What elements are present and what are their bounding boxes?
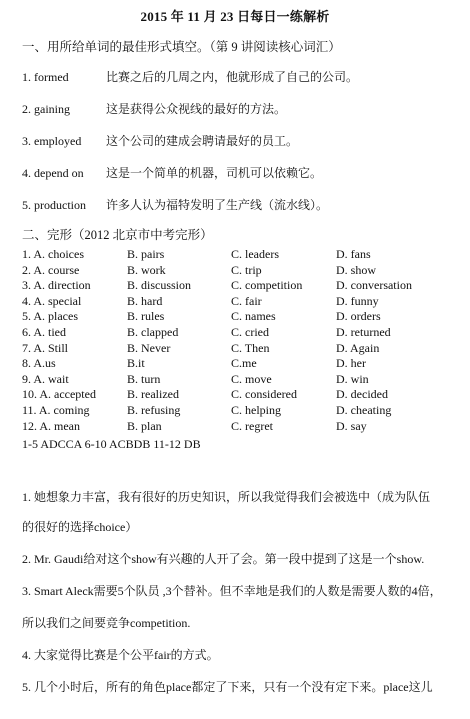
option-a: 12. A. mean [22, 418, 80, 433]
option-c: C. competition [231, 278, 303, 293]
cloze-options-table [22, 247, 462, 434]
answer-key: 1-5 ADCCA 6-10 ACBDB 11-12 DB [22, 437, 201, 451]
cloze-row [22, 263, 462, 279]
option-b: B. realized [127, 387, 179, 402]
vocab-sentence: 这是获得公众视线的最好的方法。 [106, 102, 287, 116]
vocab-item [22, 68, 358, 85]
vocab-item [22, 100, 286, 117]
option-c: C. helping [231, 402, 281, 417]
option-b: B. pairs [127, 247, 165, 261]
option-c: C. regret [231, 418, 273, 433]
cloze-row [22, 387, 462, 403]
option-b: B. plan [127, 418, 162, 433]
option-b: B.it [127, 356, 145, 371]
cloze-row [22, 294, 462, 310]
option-b: B. work [127, 262, 166, 277]
cloze-row [22, 403, 462, 419]
option-a: 1. A. choices [22, 247, 84, 261]
option-c: C. Then [231, 340, 270, 355]
vocab-word: 1. formed [22, 70, 69, 84]
option-c: C. leaders [231, 247, 279, 261]
vocab-word: 4. depend on [22, 166, 84, 180]
cloze-row [22, 278, 462, 294]
option-a: 8. A.us [22, 356, 56, 371]
option-b: B. Never [127, 340, 171, 355]
vocab-word: 2. gaining [22, 102, 70, 116]
option-b: B. rules [127, 309, 165, 324]
vocab-sentence: 这是一个简单的机器，司机可以依赖它。 [106, 166, 323, 180]
option-d: D. show [336, 262, 377, 277]
option-a: 3. A. direction [22, 278, 91, 293]
vocab-item [22, 132, 298, 149]
explanation-line: 所以我们之间要竞争competition. [22, 616, 191, 630]
option-d: D. her [336, 356, 366, 371]
cloze-row [22, 419, 462, 435]
vocab-word: 3. employed [22, 134, 82, 148]
option-d: D. conversation [336, 278, 412, 293]
option-a: 11. A. coming [22, 402, 90, 417]
option-c: C. fair [231, 293, 262, 308]
option-d: D. returned [336, 324, 391, 339]
option-a: 10. A. accepted [22, 387, 96, 402]
section1-heading: 一、用所给单词的最佳形式填空。（第 9 讲阅读核心词汇） [22, 40, 341, 54]
vocab-sentence: 许多人认为福特发明了生产线（流水线）。 [106, 198, 329, 212]
vocab-item [22, 164, 322, 181]
option-b: B. discussion [127, 278, 192, 293]
option-d: D. win [336, 371, 369, 386]
option-c: C. names [231, 309, 276, 324]
page-title: 2015 年 11 月 23 日每日一练解析 [140, 9, 330, 24]
option-c: C. cried [231, 324, 269, 339]
option-c: C. move [231, 371, 272, 386]
explanation-line: 3. Smart Aleck需要5个队员 ,3个替补。但不幸地是我们的人数是需要人数的4倍， [22, 584, 442, 598]
vocab-sentence: 这个公司的建成会聘请最好的员工。 [106, 134, 299, 148]
option-d: D. say [336, 418, 367, 433]
option-d: D. fans [336, 247, 371, 261]
option-b: B. refusing [127, 402, 181, 417]
option-c: C.me [231, 356, 257, 371]
cloze-row [22, 356, 462, 372]
section2-heading: 二、完形（2012 北京市中考完形） [22, 228, 213, 242]
option-c: C. trip [231, 262, 262, 277]
vocab-sentence: 比赛之后的几周之内，他就形成了自己的公司。 [106, 70, 359, 84]
option-a: 2. A. course [22, 262, 80, 277]
option-b: B. clapped [127, 324, 179, 339]
option-b: B. hard [127, 293, 163, 308]
explanation-line: 4. 大家觉得比赛是个公平fair的方式。 [22, 648, 219, 662]
option-a: 6. A. tied [22, 324, 66, 339]
option-c: C. considered [231, 387, 297, 402]
vocab-word: 5. production [22, 198, 86, 212]
option-d: D. cheating [336, 402, 392, 417]
option-d: D. Again [336, 340, 380, 355]
option-d: D. funny [336, 293, 379, 308]
option-b: B. turn [127, 371, 161, 386]
cloze-row [22, 341, 462, 357]
vocab-item [22, 196, 328, 213]
explanation-line: 1. 她想象力丰富，我有很好的历史知识，所以我觉得我们会被选中（成为队伍 [22, 490, 431, 504]
option-a: 9. A. wait [22, 371, 69, 386]
option-d: D. orders [336, 309, 381, 324]
option-d: D. decided [336, 387, 388, 402]
option-a: 7. A. Still [22, 340, 69, 355]
cloze-row [22, 325, 462, 341]
explanation-line: 5. 几个小时后，所有的角色place都定了下来，只有一个没有定下来。place这儿 [22, 680, 433, 694]
cloze-row [22, 372, 462, 388]
explanation-line: 2. Mr. Gaudi给对这个show有兴趣的人开了会。第一段中提到了这是一个show. [22, 552, 425, 566]
option-a: 5. A. places [22, 309, 78, 324]
option-a: 4. A. special [22, 293, 82, 308]
cloze-row [22, 247, 462, 263]
explanation-line: 的很好的选择choice） [22, 520, 138, 534]
cloze-row [22, 309, 462, 325]
